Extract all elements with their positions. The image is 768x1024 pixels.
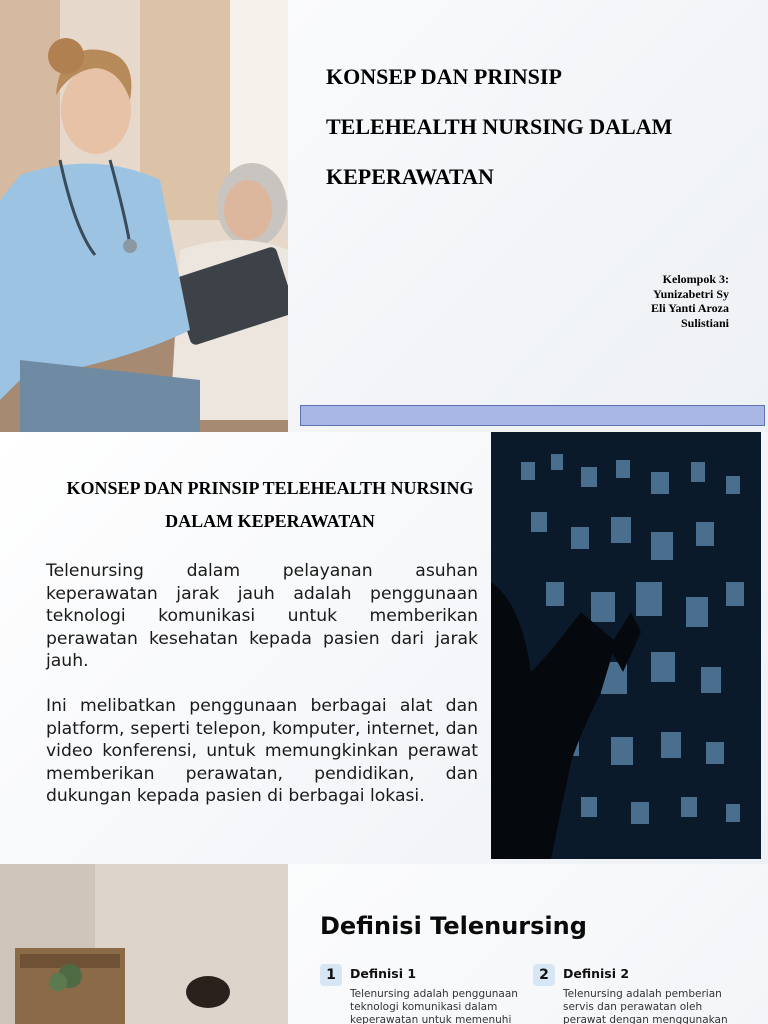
author-list [651,272,729,330]
author-name: Yunizabetri Sy [653,286,729,301]
room-illustration [0,864,288,1024]
title-line-1: KONSEP DAN PRINSIP [326,64,562,89]
definition-title: Definisi 1 [350,966,417,981]
title-line-3: KEPERAWATAN [326,164,494,189]
title-line-2: TELEHEALTH NURSING DALAM [326,114,673,139]
presentation-title [326,52,736,202]
slide-body [46,560,478,830]
slide-title-line-1: KONSEP DAN PRINSIP TELEHEALTH NURSING [66,478,474,498]
definition-text: Telenursing adalah pemberian servis dan perawatan oleh perawat dengan menggunakan [563,988,728,1024]
definition-text: Telenursing adalah penggunaan teknologi komunikasi dalam keperawatan untuk memenuhi [350,988,518,1024]
decorative-accent-bar [300,405,765,426]
author-name: Sulistiani [680,315,729,330]
slide-title-line-2: DALAM KEPERAWATAN [165,511,375,531]
slide-concept [0,432,768,864]
author-name: Eli Yanti Aroza [650,301,729,315]
body-paragraph: Ini melibatkan penggunaan berbagai alat dan platform, seperti telepon, komputer, internet, dan video konferensi, untuk memungkinkan perawat memberikan perawatan, pendidikan, dan dukungan kepada pasien di berbagai lokasi. [46,695,478,807]
digital-interface-photo [491,432,761,859]
number-badge: 2 [533,964,555,986]
nurse-photo-illustration [0,0,288,432]
slide-title [0,0,768,432]
group-label: Kelompok 3: [662,272,729,286]
slide-definitions [0,864,768,1024]
number-badge: 1 [320,964,342,986]
definition-title: Definisi 2 [563,966,630,981]
nurse-with-patient-photo [0,0,288,432]
body-paragraph: Telenursing dalam pelayanan asuhan keperawatan jarak jauh adalah penggunaan teknologi komunikasi untuk memberikan perawatan kesehatan kepada pasien dari jarak jauh. [46,561,478,672]
digital-screens-illustration [491,432,761,859]
slide-title [50,472,490,538]
section-heading: Definisi Telenursing [320,912,587,940]
room-photo [0,864,288,1024]
